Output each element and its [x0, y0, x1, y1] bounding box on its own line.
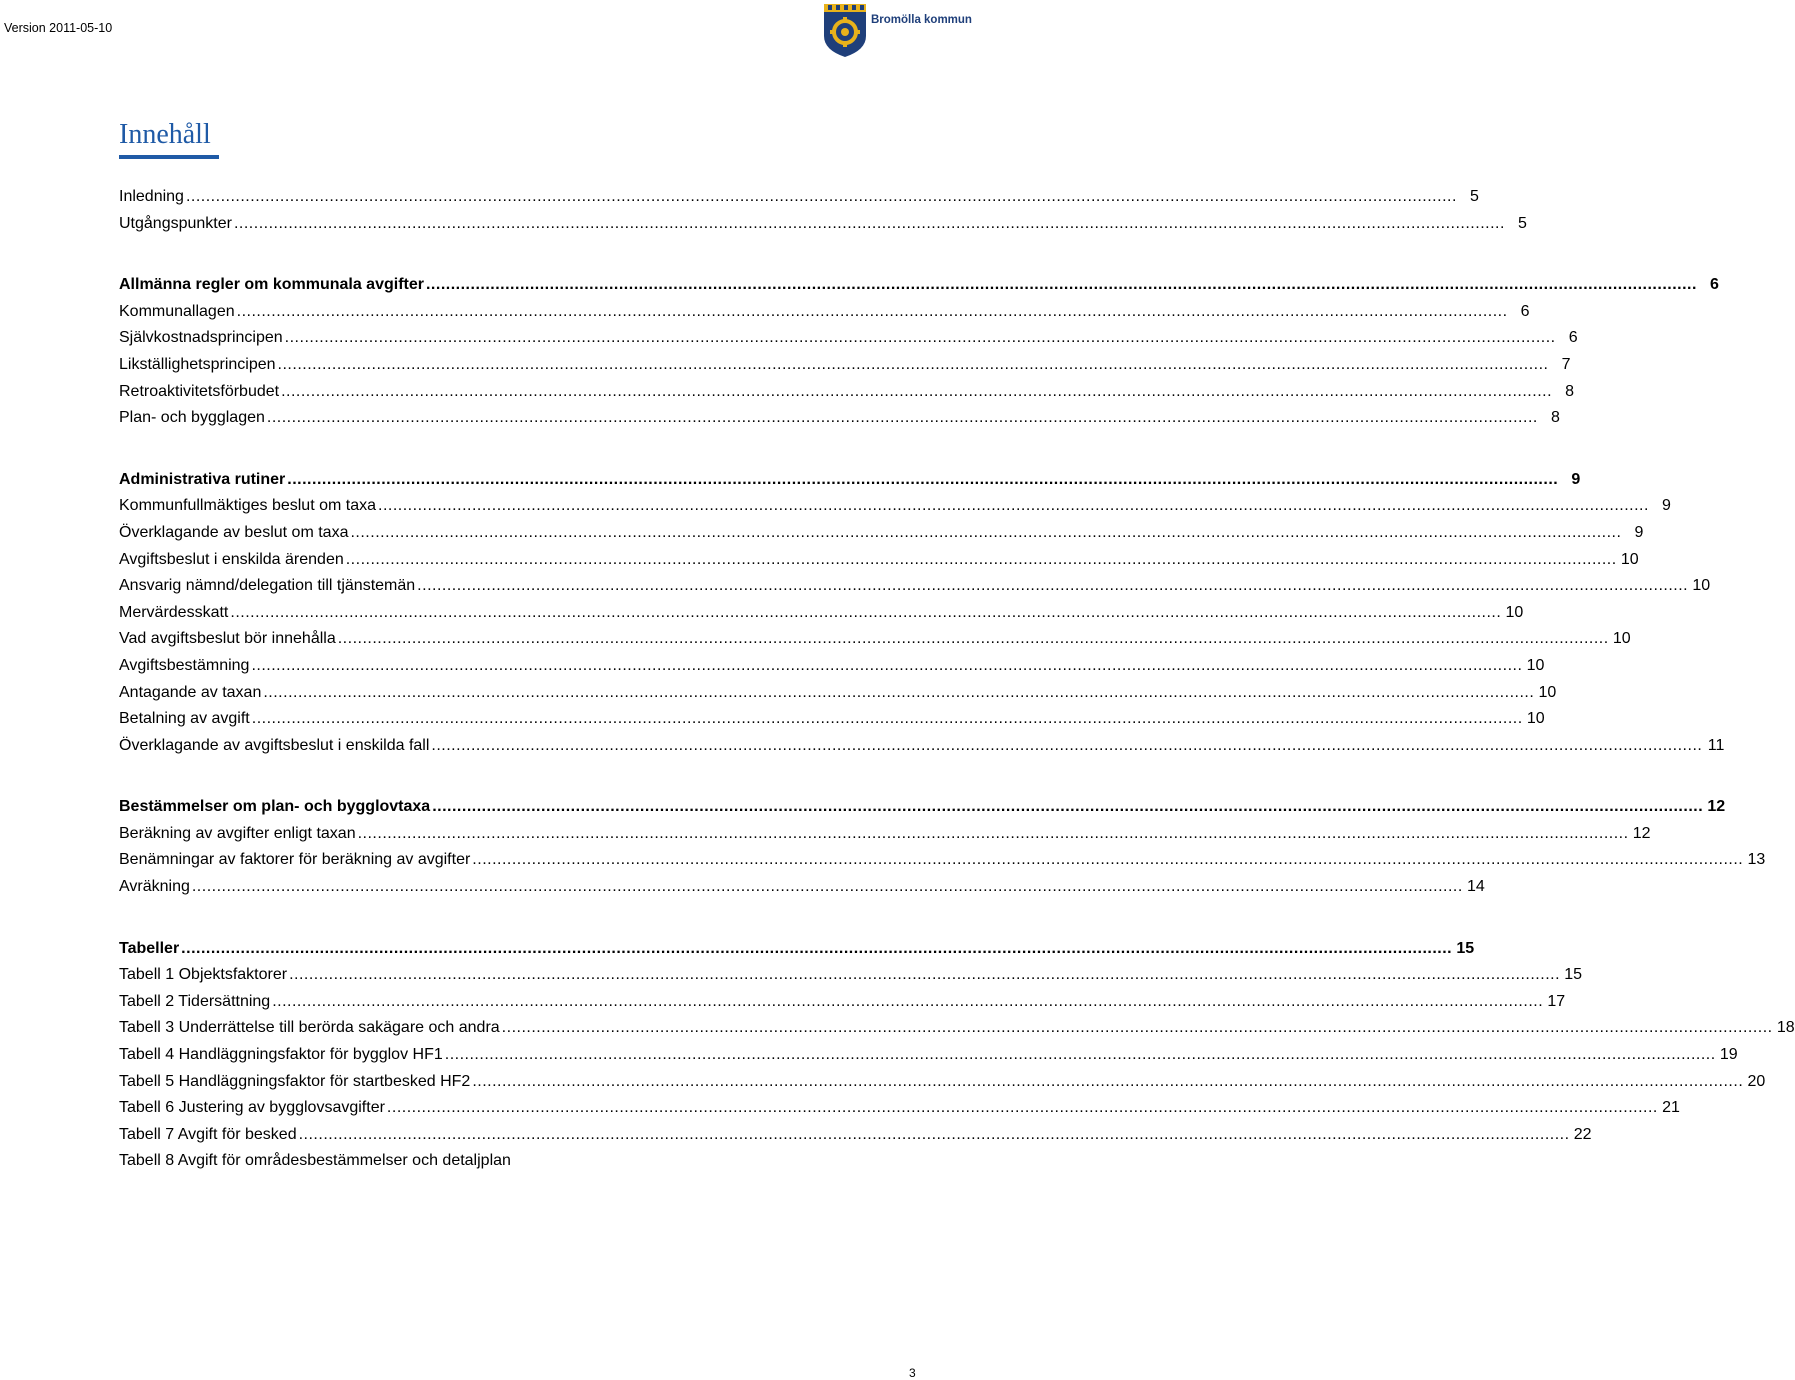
toc-entry-title: Tabell 6 Justering av bygglovsavgifter [119, 1099, 385, 1117]
toc-entry-title: Tabell 4 Handläggningsfaktor för bygglov HF1 [119, 1046, 443, 1064]
toc-entry-title: Tabell 3 Underrättelse till berörda sakägare och andra [119, 1019, 500, 1037]
toc-dot-leader [281, 379, 1552, 406]
toc-section [119, 794, 1766, 900]
toc-entry-title: Retroaktivitetsförbudet [119, 382, 280, 400]
toc-entry-page: 10 [1505, 603, 1524, 621]
toc-entry-title: Likställighetsprincipen [119, 355, 276, 373]
toc-entry[interactable] [119, 467, 1581, 494]
toc-entry[interactable] [119, 989, 1566, 1016]
toc-entry-title: Tabell 2 Tidersättning [119, 992, 271, 1010]
toc-entry[interactable] [119, 1122, 1592, 1149]
toc-entry-title: Allmänna regler om kommunala avgifter [119, 276, 424, 294]
toc-entry-page: 8 [1565, 382, 1575, 400]
toc-entry[interactable] [119, 211, 1527, 238]
toc-dot-leader [278, 352, 1549, 379]
toc-entry-page: 10 [1526, 656, 1545, 674]
toc-entry-title: Vad avgiftsbeslut bör innehålla [119, 630, 336, 648]
toc-entry-page: 6 [1568, 329, 1578, 347]
toc-entry-title: Utgångspunkter [119, 214, 232, 232]
toc-entry[interactable] [119, 1069, 1766, 1096]
toc-dot-leader [267, 405, 1538, 432]
toc-entry[interactable] [119, 936, 1475, 963]
toc-dot-leader [251, 653, 1522, 680]
toc-entry-page: 9 [1571, 470, 1581, 488]
toc-entry[interactable] [119, 520, 1644, 547]
toc-entry[interactable] [119, 1015, 1795, 1042]
toc-dot-leader [181, 936, 1452, 963]
toc-entry-title: Överklagande av avgiftsbeslut i enskilda fall [119, 736, 430, 754]
toc-entry-page: 5 [1518, 214, 1527, 232]
toc-entry-page: 21 [1662, 1099, 1680, 1117]
toc-entry-title: Avräkning [119, 878, 190, 896]
toc-entry-page: 19 [1719, 1046, 1738, 1064]
toc-entry[interactable] [119, 847, 1766, 874]
toc-entry-title: Plan- och bygglagen [119, 409, 265, 427]
toc-entry-page: 17 [1547, 992, 1566, 1010]
toc-entry[interactable] [119, 962, 1583, 989]
toc-entry[interactable] [119, 706, 1545, 733]
toc-entry-title: Ansvarig nämnd/delegation till tjänstemän [119, 577, 416, 595]
toc-entry[interactable] [119, 352, 1571, 379]
toc-entry-page: 6 [1710, 276, 1719, 294]
toc-section [119, 467, 1725, 760]
toc-dot-leader [445, 1042, 1716, 1069]
toc-entry[interactable] [119, 680, 1557, 707]
toc-entry[interactable] [119, 1148, 733, 1175]
toc-entry-title: Benämningar av faktorer för beräkning av avgifter [119, 851, 471, 869]
logo-text: Bromölla kommun [871, 14, 972, 26]
toc-entry-title: Självkostnadsprincipen [119, 329, 283, 347]
toc-dot-leader [387, 1095, 1658, 1122]
toc-dot-leader [287, 467, 1558, 494]
toc-entry-title: Beräkning av avgifter enligt taxan [119, 824, 356, 842]
toc-entry[interactable] [119, 874, 1485, 901]
toc-entry-page: 15 [1456, 939, 1475, 957]
toc-section [119, 184, 1527, 237]
toc-dot-leader [417, 573, 1688, 600]
toc-dot-leader [237, 299, 1508, 326]
toc-entry-title: Tabell 5 Handläggningsfaktor för startbesked HF2 [119, 1072, 471, 1090]
page-title: Innehåll [119, 119, 211, 150]
toc-entry-title: Bestämmelser om plan- och bygglovtaxa [119, 798, 431, 816]
toc-entry-page: 14 [1467, 878, 1485, 896]
toc-dot-leader [272, 989, 1543, 1016]
toc-entry-title: Tabeller [119, 939, 180, 957]
toc-entry[interactable] [119, 653, 1545, 680]
toc-section [119, 936, 1795, 1175]
toc-entry-page: 10 [1620, 550, 1639, 568]
toc-dot-leader [186, 184, 1457, 211]
toc-entry-page: 20 [1747, 1072, 1766, 1090]
toc-entry-title: Överklagande av beslut om taxa [119, 523, 349, 541]
title-underline [119, 155, 219, 159]
toc-entry-page: 11 [1707, 736, 1725, 754]
toc-entry[interactable] [119, 600, 1524, 627]
toc-entry[interactable] [119, 184, 1479, 211]
toc-dot-leader [472, 847, 1743, 874]
table-of-contents [119, 184, 1795, 1210]
toc-entry[interactable] [119, 547, 1639, 574]
toc-dot-leader [234, 211, 1505, 238]
toc-entry-title: Tabell 7 Avgift för besked [119, 1125, 297, 1143]
toc-entry[interactable] [119, 1095, 1680, 1122]
toc-dot-leader [338, 626, 1609, 653]
toc-entry-title: Avgiftsbestämning [119, 656, 250, 674]
toc-entry-page: 13 [1747, 851, 1766, 869]
toc-entry[interactable] [119, 733, 1725, 760]
toc-entry-title: Tabell 8 Avgift för områdesbestämmelser och detaljplan [119, 1152, 511, 1170]
toc-entry-page: 9 [1662, 497, 1671, 515]
municipal-crest-icon [822, 2, 868, 58]
toc-dot-leader [285, 325, 1556, 352]
toc-dot-leader [502, 1015, 1773, 1042]
toc-dot-leader [350, 520, 1621, 547]
toc-entry-page: 8 [1550, 409, 1560, 427]
toc-dot-leader [346, 547, 1617, 574]
toc-entry[interactable] [119, 794, 1726, 821]
toc-entry-page: 22 [1573, 1125, 1592, 1143]
toc-entry-title: Tabell 1 Objektsfaktorer [119, 966, 288, 984]
toc-entry[interactable] [119, 405, 1560, 432]
toc-entry[interactable] [119, 626, 1631, 653]
page-number: 3 [909, 1366, 916, 1380]
toc-dot-leader [299, 1122, 1570, 1149]
toc-entry-page: 12 [1707, 798, 1726, 816]
toc-entry-title: Mervärdesskatt [119, 603, 229, 621]
toc-entry-title: Kommunfullmäktiges beslut om taxa [119, 497, 376, 515]
toc-dot-leader [472, 1069, 1743, 1096]
toc-entry-page: 10 [1692, 577, 1711, 595]
toc-entry-page: 12 [1632, 824, 1651, 842]
toc-entry[interactable] [119, 272, 1719, 299]
toc-entry-page: 10 [1538, 683, 1557, 701]
toc-dot-leader [378, 493, 1649, 520]
toc-entry[interactable] [119, 325, 1578, 352]
toc-dot-leader [289, 962, 1560, 989]
toc-entry[interactable] [119, 299, 1530, 326]
toc-entry-page: 6 [1520, 302, 1530, 320]
toc-dot-leader [230, 600, 1501, 627]
toc-entry-page: 15 [1564, 966, 1583, 984]
toc-entry-page: 9 [1634, 523, 1644, 541]
toc-dot-leader [431, 733, 1702, 760]
toc-entry-title: Antagande av taxan [119, 683, 262, 701]
toc-entry-title: Avgiftsbeslut i enskilda ärenden [119, 550, 344, 568]
toc-entry[interactable] [119, 379, 1575, 406]
toc-dot-leader [358, 821, 1629, 848]
toc-entry-page: 10 [1612, 630, 1631, 648]
toc-entry-title: Administrativa rutiner [119, 470, 286, 488]
toc-entry[interactable] [119, 821, 1651, 848]
toc-dot-leader [192, 874, 1463, 901]
toc-entry[interactable] [119, 573, 1711, 600]
toc-entry-page: 18 [1776, 1019, 1795, 1037]
toc-entry-title: Inledning [119, 188, 184, 205]
version-label: Version 2011-05-10 [4, 21, 113, 35]
toc-entry-title: Kommunallagen [119, 302, 235, 320]
toc-entry-title: Betalning av avgift [119, 710, 250, 728]
toc-dot-leader [263, 680, 1534, 707]
toc-entry[interactable] [119, 1042, 1738, 1069]
toc-entry-page: 5 [1470, 188, 1479, 205]
toc-dot-leader [432, 794, 1703, 821]
toc-entry-page: 7 [1561, 355, 1571, 373]
toc-dot-leader [426, 272, 1697, 299]
toc-entry-page: 10 [1526, 710, 1545, 728]
municipality-logo [822, 2, 972, 58]
toc-entry[interactable] [119, 493, 1671, 520]
toc-dot-leader [252, 706, 1523, 733]
toc-section [119, 272, 1719, 432]
